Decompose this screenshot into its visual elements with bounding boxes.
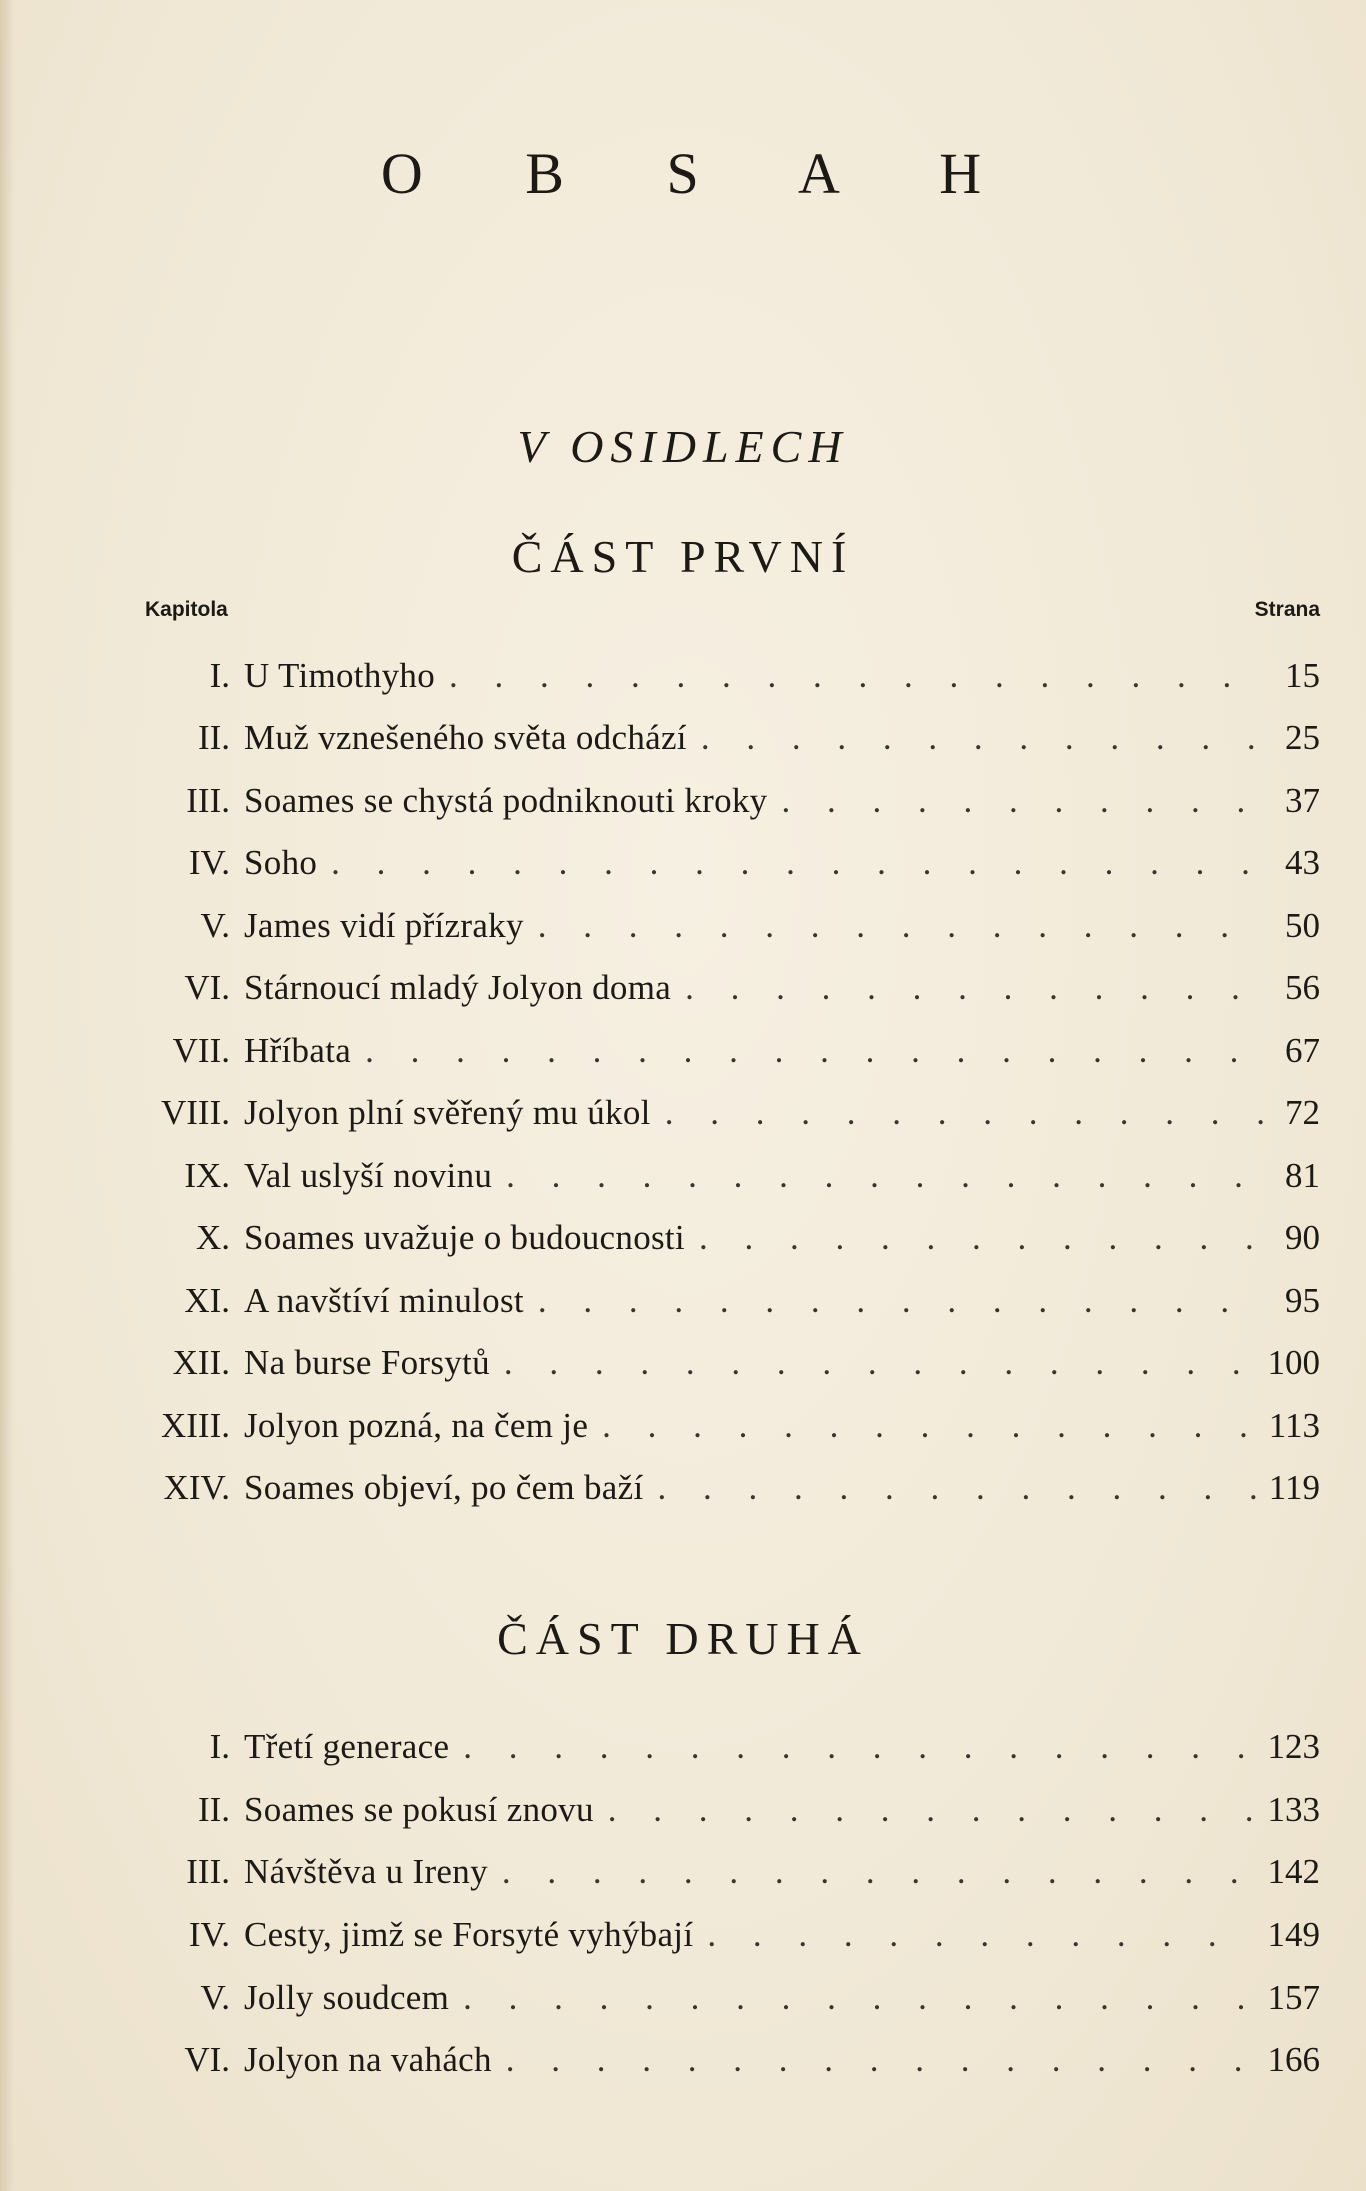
- dot-leader: [658, 1463, 1257, 1513]
- page-number: 149: [1267, 1915, 1320, 1954]
- page-number: 119: [1268, 1468, 1320, 1507]
- chapter-title: Soames objeví, po čem baží: [244, 1468, 644, 1507]
- chapter-number: II.: [197, 718, 230, 757]
- page-number: 81: [1285, 1156, 1320, 1195]
- chapter-number: V.: [200, 906, 230, 945]
- book-title: V OSIDLECH: [517, 421, 849, 472]
- chapter-title: Soames se pokusí znovu: [244, 1790, 594, 1829]
- toc-entry: [0, 2035, 1366, 2085]
- toc-entry: [0, 1463, 1366, 1513]
- chapter-title: Soames se chystá podniknouti kroky: [244, 781, 768, 820]
- chapter-title: Val uslyší novinu: [244, 1156, 493, 1195]
- chapter-title: Soho: [244, 843, 318, 882]
- toc-entry: [0, 1847, 1366, 1897]
- toc-entry: [0, 901, 1366, 951]
- page-number: 123: [1267, 1727, 1320, 1766]
- chapter-title: A navštíví minulost: [244, 1281, 524, 1320]
- toc-entry: [0, 1338, 1366, 1388]
- chapter-number: XIII.: [161, 1406, 230, 1445]
- dot-leader: [685, 963, 1268, 1013]
- chapter-number: IV.: [188, 1915, 230, 1954]
- chapter-title: Na burse Forsytů: [244, 1343, 490, 1382]
- chapter-title: James vidí přízraky: [244, 906, 524, 945]
- page-number: 43: [1285, 843, 1320, 882]
- page-number: 113: [1268, 1406, 1320, 1445]
- dot-leader: [506, 1151, 1268, 1201]
- toc-entry: [0, 1026, 1366, 1076]
- chapter-number: V.: [200, 1978, 230, 2017]
- toc-entry: [0, 1722, 1366, 1772]
- page-number: 95: [1285, 1281, 1320, 1320]
- dot-leader: [449, 651, 1268, 701]
- dot-leader: [608, 1785, 1256, 1835]
- dot-leader: [701, 713, 1268, 763]
- page-number: 133: [1267, 1790, 1320, 1829]
- chapter-number: III.: [186, 1852, 230, 1891]
- chapter-number: X.: [195, 1218, 230, 1257]
- page-number: 25: [1285, 718, 1320, 757]
- chapter-number: I.: [209, 656, 230, 695]
- chapter-title: Jolyon plní svěřený mu úkol: [244, 1093, 651, 1132]
- chapter-title: Jolly soudcem: [244, 1978, 450, 2017]
- chapter-title: Cesty, jimž se Forsyté vyhýbají: [244, 1915, 694, 1954]
- chapter-title: Třetí generace: [244, 1727, 450, 1766]
- dot-leader: [665, 1088, 1268, 1138]
- part-two-heading: ČÁST DRUHÁ: [497, 1613, 869, 1664]
- page-number: 166: [1267, 2040, 1320, 2079]
- toc-entry: [0, 776, 1366, 826]
- page-number: 50: [1285, 906, 1320, 945]
- dot-leader: [538, 901, 1268, 951]
- dot-leader: [504, 1338, 1256, 1388]
- dot-leader: [602, 1401, 1257, 1451]
- page-number: 56: [1285, 968, 1320, 1007]
- page-number: 67: [1285, 1031, 1320, 1070]
- dot-leader: [699, 1213, 1268, 1263]
- chapter-number: IV.: [188, 843, 230, 882]
- dot-leader: [502, 1847, 1256, 1897]
- toc-entry: [0, 1785, 1366, 1835]
- dot-leader: [707, 1910, 1255, 1960]
- page-number: 157: [1267, 1978, 1320, 2017]
- chapter-number: IX.: [184, 1156, 230, 1195]
- chapter-number: VIII.: [161, 1093, 230, 1132]
- chapter-title: Návštěva u Ireny: [244, 1852, 488, 1891]
- toc-entry: [0, 1910, 1366, 1960]
- chapter-number: VI.: [184, 968, 230, 1007]
- chapter-number: III.: [186, 781, 230, 820]
- chapter-title: Stárnoucí mladý Jolyon doma: [244, 968, 672, 1007]
- chapter-number: II.: [197, 1790, 230, 1829]
- chapter-title: Jolyon pozná, na čem je: [244, 1406, 589, 1445]
- chapter-title: Muž vznešeného světa odchází: [244, 718, 687, 757]
- dot-leader: [365, 1026, 1268, 1076]
- page-number: 100: [1267, 1343, 1320, 1382]
- chapter-column-label: Kapitola: [145, 598, 228, 621]
- toc-entry: [0, 1276, 1366, 1326]
- page-number: 72: [1285, 1093, 1320, 1132]
- page-column-label: Strana: [1254, 598, 1320, 621]
- page-number: 37: [1285, 781, 1320, 820]
- toc-entry: [0, 713, 1366, 763]
- toc-entry: [0, 1088, 1366, 1138]
- chapter-number: XIV.: [163, 1468, 230, 1507]
- chapter-number: XII.: [172, 1343, 230, 1382]
- toc-entry: [0, 651, 1366, 701]
- toc-entry: [0, 1213, 1366, 1263]
- toc-entry: [0, 1973, 1366, 2023]
- dot-leader: [331, 838, 1268, 888]
- chapter-number: I.: [209, 1727, 230, 1766]
- chapter-title: Hříbata: [244, 1031, 352, 1070]
- dot-leader: [506, 2035, 1256, 2085]
- chapter-title: Soames uvažuje o budoucnosti: [244, 1218, 685, 1257]
- chapter-title: U Timothyho: [244, 656, 436, 695]
- page-number: 90: [1285, 1218, 1320, 1257]
- toc-entry: [0, 838, 1366, 888]
- page-title: O B S A H: [380, 141, 1026, 206]
- chapter-title: Jolyon na vahách: [244, 2040, 492, 2079]
- toc-entry: [0, 1151, 1366, 1201]
- dot-leader: [463, 1722, 1255, 1772]
- part-one-heading: ČÁST PRVNÍ: [511, 531, 855, 582]
- chapter-number: VII.: [172, 1031, 230, 1070]
- dot-leader: [538, 1276, 1268, 1326]
- dot-leader: [463, 1973, 1255, 2023]
- dot-leader: [781, 776, 1268, 826]
- page-number: 142: [1267, 1852, 1320, 1891]
- toc-entry: [0, 1401, 1366, 1451]
- chapter-number: XI.: [184, 1281, 230, 1320]
- page-number: 15: [1285, 656, 1320, 695]
- toc-entry: [0, 963, 1366, 1013]
- chapter-number: VI.: [184, 2040, 230, 2079]
